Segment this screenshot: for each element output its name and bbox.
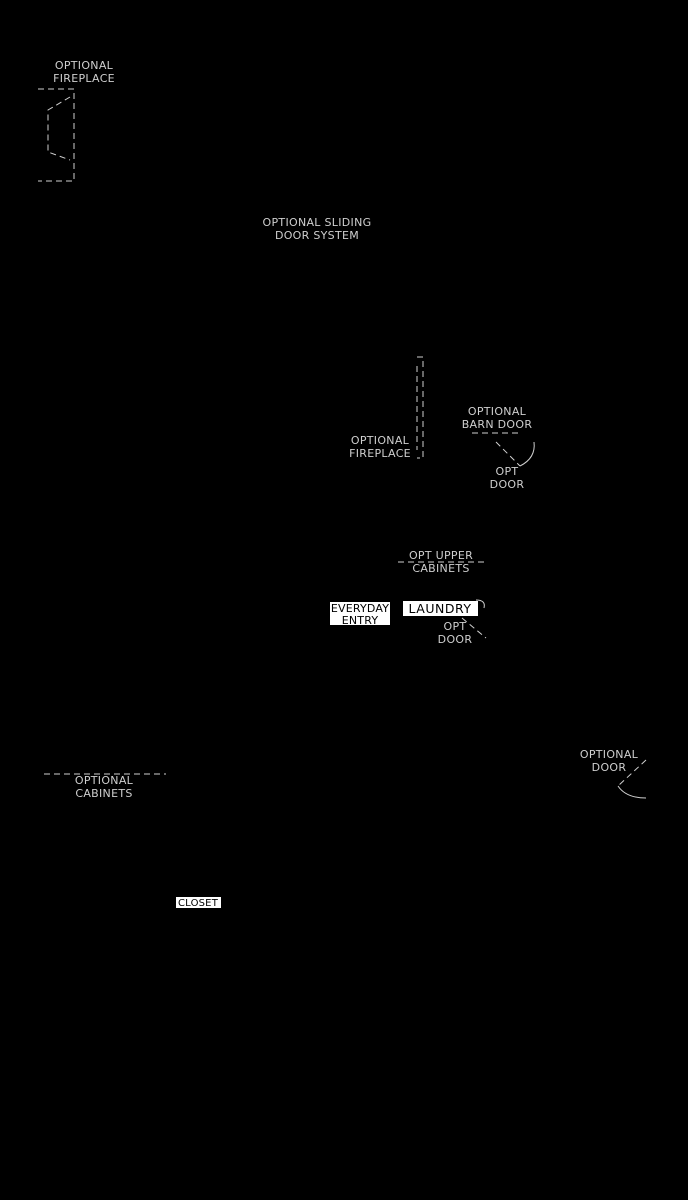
closet-label: CLOSET: [177, 898, 219, 909]
everyday-entry-label-line2: ENTRY: [341, 614, 379, 627]
barn-door-label-line1: OPTIONAL: [467, 405, 527, 418]
closet-room: [176, 897, 221, 909]
sliding-door-label-line1: OPTIONAL SLIDING: [262, 216, 372, 229]
optional-sliding-door-system: [263, 216, 372, 242]
optional-cabinets-label-line2: CABINETS: [75, 787, 133, 800]
everyday-entry-room: [330, 602, 390, 627]
barn-door-label-line2: BARN DOOR: [461, 418, 533, 431]
upper-cabinets-label-line1: OPT UPPER: [408, 549, 474, 562]
upper-cabinets-label-line2: CABINETS: [412, 562, 470, 575]
opt-door-laundry-label-line1: OPT: [443, 620, 467, 633]
opt-door-upper-label-line1: OPT: [495, 465, 519, 478]
optional-door-right-label-line2: DOOR: [591, 761, 627, 774]
opt-door-upper-label-line2: DOOR: [489, 478, 525, 491]
fireplace-top-label-line1: OPTIONAL: [54, 59, 114, 72]
laundry-label: LAUNDRY: [408, 601, 472, 616]
optional-cabinets-label-line1: OPTIONAL: [74, 774, 134, 787]
fireplace-mid-label-line1: OPTIONAL: [350, 434, 410, 447]
opt-door-laundry-label-line2: DOOR: [437, 633, 473, 646]
optional-barn-door: [462, 405, 533, 433]
optional-door-right-label-line1: OPTIONAL: [579, 748, 639, 761]
everyday-entry-label-line1: EVERYDAY: [330, 602, 390, 615]
sliding-door-label-line2: DOOR SYSTEM: [274, 229, 360, 242]
fireplace-mid-label-line2: FIREPLACE: [349, 447, 411, 460]
fireplace-top-label-line2: FIREPLACE: [53, 72, 115, 85]
